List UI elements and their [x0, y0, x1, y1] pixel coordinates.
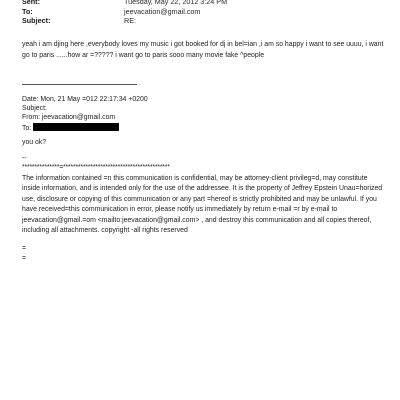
to-row	[22, 7, 392, 17]
subject-label: Subject:	[22, 16, 51, 25]
message-body: yeah i am djing here ,everybody loves my music i got booked for dj in bel=ian ,i am so happy i want to see uuuu, i want go to paris ......how ar =????? i want go to paris sooo many movie fake ^people	[22, 41, 386, 59]
to-label: To:	[22, 6, 33, 16]
to-value: jeevacation@gmail.com	[124, 6, 201, 16]
redaction-block	[33, 123, 119, 131]
quoted-date: Date: Mon, 21 May =012 22:17:34 +0200	[22, 96, 148, 103]
quoted-to-label: To:	[22, 124, 32, 132]
confidentiality-disclaimer: The information contained =n this communication is confidential, may be attorney-client privileg=d, may constitute inside information, and is intended only for the use of the addressee. It is the property of Jeffrey Epstein Unau=horized use, disclosure or copying of this communication or any part =hereof is strictly prohibited and may be unlawful. If you have received=this communication in error, please notify us immediately by return e-mail =r by e-mail to jeevacation@gmail.=om <mailto:jeevacation@gmail.com> , and destroy this communication and all copies thereof, including all attachments. copyright -all rights reserved	[22, 175, 385, 235]
subject-row	[22, 16, 392, 26]
trailing-equals-2: =	[22, 255, 27, 262]
quoted-from: From: jeevacation@gmail.com	[22, 114, 116, 122]
quoted-subject: Subject:	[22, 105, 47, 113]
quoted-header	[22, 95, 382, 133]
quote-separator-line	[22, 84, 137, 85]
quoted-to-row	[22, 123, 382, 133]
sent-label: Sent:	[22, 0, 40, 6]
quoted-body: you ok?	[22, 139, 47, 146]
sent-value: Tuesday, May 22, 2012 3:24 PM	[124, 0, 228, 6]
disclaimer-stars: ***************=*******************************************	[22, 164, 170, 171]
subject-value: RE:	[124, 16, 136, 25]
email-header	[22, 0, 392, 26]
signature-dashes: --	[22, 155, 27, 162]
trailing-equals-1: =	[22, 245, 27, 252]
